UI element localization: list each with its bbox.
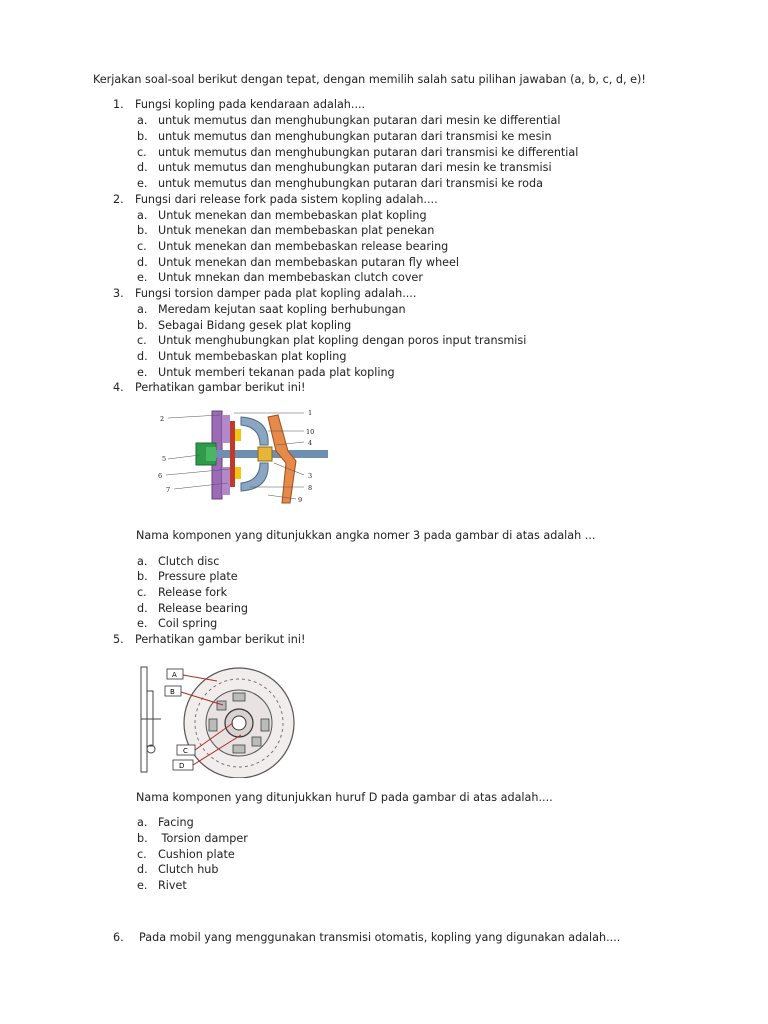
figure-label-a: A <box>172 671 177 679</box>
option-3e <box>137 366 395 379</box>
facing-lower-shape <box>235 467 241 479</box>
release-bearing-shape <box>258 447 272 461</box>
option-1a <box>137 114 560 127</box>
option-3a <box>137 303 406 316</box>
question-3 <box>113 287 416 300</box>
option-letter: e. <box>137 271 148 284</box>
question-number: 3. <box>113 287 124 300</box>
option-1b <box>137 130 552 143</box>
figure-label-b: B <box>170 688 175 696</box>
option-text: untuk memutus dan menghubungkan putaran dari mesin ke differential <box>158 114 561 127</box>
option-2d <box>137 256 459 269</box>
instructions: Kerjakan soal-soal berikut dengan tepat, dengan memilih salah satu pilihan jawaban (a, b, c, d, e)! <box>93 73 646 86</box>
figure-label-3: 3 <box>308 472 313 480</box>
option-text: Torsion damper <box>158 832 248 845</box>
option-letter: a. <box>137 114 148 127</box>
option-text: Cushion plate <box>158 848 235 861</box>
option-4d <box>137 602 248 615</box>
option-letter: b. <box>137 319 148 332</box>
question-6 <box>113 931 620 944</box>
option-letter: b. <box>137 832 148 845</box>
option-letter: c. <box>137 848 147 861</box>
option-2a <box>137 209 427 222</box>
clutch-disc-shape <box>230 421 235 487</box>
figure-label-8: 8 <box>308 484 313 492</box>
option-text: Untuk memberi tekanan pada plat kopling <box>158 366 395 379</box>
option-5c <box>137 848 235 861</box>
option-4b <box>137 570 238 583</box>
option-letter: b. <box>137 224 148 237</box>
figure-label-c: C <box>183 747 188 755</box>
figure-label-10: 10 <box>306 428 315 436</box>
figure-label-5: 5 <box>162 455 167 463</box>
option-letter: d. <box>137 602 148 615</box>
question-text: Fungsi torsion damper pada plat kopling adalah.... <box>135 287 417 300</box>
question-text: Perhatikan gambar berikut ini! <box>135 633 306 646</box>
option-text: Untuk menekan dan membebaskan release bearing <box>158 240 449 253</box>
question-1 <box>113 98 365 111</box>
option-text: Untuk menekan dan membebaskan plat penekan <box>158 224 435 237</box>
option-text: Sebagai Bidang gesek plat kopling <box>158 319 352 332</box>
question-text: Fungsi dari release fork pada sistem kopling adalah.... <box>135 193 438 206</box>
option-3c <box>137 334 526 347</box>
option-letter: a. <box>137 816 148 829</box>
option-letter: d. <box>137 350 148 363</box>
option-text: Untuk mnekan dan membebaskan clutch cover <box>158 271 423 284</box>
figure-label-6: 6 <box>158 472 163 480</box>
question-number: 4. <box>113 381 124 394</box>
option-text: Meredam kejutan saat kopling berhubungan <box>158 303 406 316</box>
option-letter: a. <box>137 555 148 568</box>
hub-spline-hole <box>232 716 246 730</box>
option-4a <box>137 555 219 568</box>
option-letter: a. <box>137 303 148 316</box>
option-letter: a. <box>137 209 148 222</box>
clutch-disc-figure <box>137 661 309 778</box>
question-2 <box>113 193 438 206</box>
option-letter: c. <box>137 240 147 253</box>
option-3b <box>137 319 351 332</box>
option-text: untuk memutus dan menghubungkan putaran dari transmisi ke roda <box>158 177 543 190</box>
option-5e <box>137 879 187 892</box>
option-letter: b. <box>137 130 148 143</box>
option-text: Facing <box>158 816 194 829</box>
option-5b <box>137 832 248 845</box>
question-text: Pada mobil yang menggunakan transmisi otomatis, kopling yang digunakan adalah.... <box>139 931 621 944</box>
option-4c <box>137 586 227 599</box>
question-4-prompt: Nama komponen yang ditunjukkan angka nomer 3 pada gambar di atas adalah ... <box>136 529 596 542</box>
option-letter: d. <box>137 863 148 876</box>
option-text: untuk memutus dan menghubungkan putaran dari mesin ke transmisi <box>158 161 552 174</box>
figure-label-7: 7 <box>166 486 171 494</box>
figure-label-4: 4 <box>308 439 313 447</box>
option-letter: e. <box>137 177 148 190</box>
facing-upper-shape <box>235 429 241 441</box>
option-4e <box>137 617 217 630</box>
option-1c <box>137 146 578 159</box>
question-number: 1. <box>113 98 124 111</box>
option-2c <box>137 240 448 253</box>
question-5-prompt: Nama komponen yang ditunjukkan huruf D pada gambar di atas adalah.... <box>136 791 553 804</box>
figure-label-d: D <box>179 762 185 770</box>
option-1d <box>137 161 552 174</box>
figure-label-9: 9 <box>298 496 303 504</box>
option-letter: b. <box>137 570 148 583</box>
option-letter: e. <box>137 366 148 379</box>
option-letter: c. <box>137 334 147 347</box>
question-4 <box>113 381 305 394</box>
option-letter: e. <box>137 617 148 630</box>
clutch-cross-section-figure <box>150 403 330 505</box>
option-text: Pressure plate <box>158 570 238 583</box>
option-2e <box>137 271 423 284</box>
option-letter: d. <box>137 256 148 269</box>
option-5a <box>137 816 194 829</box>
option-text: Untuk membebaskan plat kopling <box>158 350 347 363</box>
option-text: untuk memutus dan menghubungkan putaran dari transmisi ke mesin <box>158 130 552 143</box>
option-2b <box>137 224 434 237</box>
option-text: Release fork <box>158 586 228 599</box>
figure-label-1: 1 <box>308 409 313 417</box>
option-5d <box>137 863 218 876</box>
option-text: Coil spring <box>158 617 218 630</box>
question-number: 2. <box>113 193 124 206</box>
option-1e <box>137 177 543 190</box>
question-number: 6. <box>113 931 124 944</box>
option-letter: c. <box>137 146 147 159</box>
option-text: Release bearing <box>158 602 249 615</box>
question-text: Fungsi kopling pada kendaraan adalah.... <box>135 98 366 111</box>
option-text: Clutch disc <box>158 555 220 568</box>
option-letter: c. <box>137 586 147 599</box>
crank-flange-shape <box>206 447 216 461</box>
question-text: Perhatikan gambar berikut ini! <box>135 381 306 394</box>
option-text: Untuk menekan dan membebaskan putaran fly wheel <box>158 256 460 269</box>
option-text: Untuk menekan dan membebaskan plat kopling <box>158 209 427 222</box>
option-letter: d. <box>137 161 148 174</box>
figure-label-2: 2 <box>160 415 165 423</box>
question-5 <box>113 633 305 646</box>
question-number: 5. <box>113 633 124 646</box>
option-text: Untuk menghubungkan plat kopling dengan poros input transmisi <box>158 334 527 347</box>
option-3d <box>137 350 346 363</box>
option-text: Rivet <box>158 879 187 892</box>
option-letter: e. <box>137 879 148 892</box>
option-text: Clutch hub <box>158 863 219 876</box>
option-text: untuk memutus dan menghubungkan putaran dari transmisi ke differential <box>158 146 579 159</box>
